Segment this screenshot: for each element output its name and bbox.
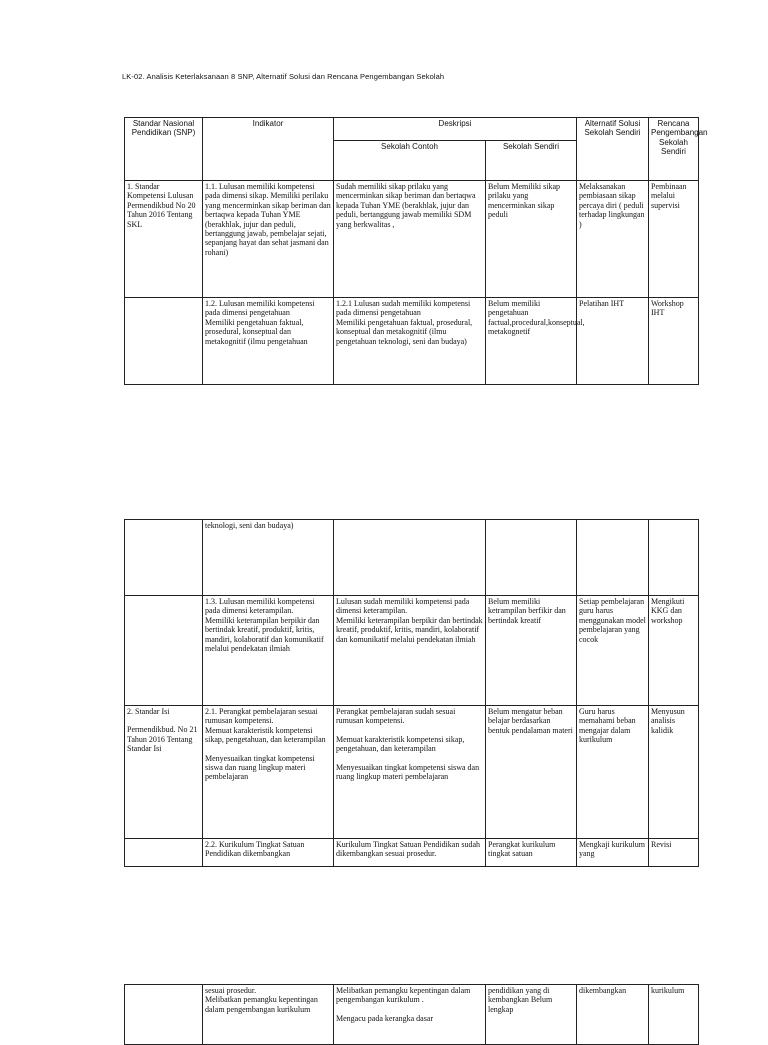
indikator-detail: Memuat karakteristik kompetensi sikap, pengetahuan, dan keterampilan: [205, 725, 326, 745]
alternatif-cell: Melaksanakan pembiasaan sikap percaya diri ( peduli terhadap lingkungan ): [577, 181, 649, 298]
indikator-detail: Memiliki pengetahuan faktual, prosedural, konseptual dan metakognitif (ilmu pengetahuan: [205, 317, 308, 346]
alternatif-cell: Pelatihan IHT: [577, 298, 649, 385]
contoh-detail: Memiliki pengetahuan faktual, prosedural, konseptual dan metakognitif (ilmu pengetahuan teknologi, seni dan budaya): [336, 317, 473, 346]
contoh-heading: Melibatkan pemangku kepentingan dalam pengembangan kurikulum .: [336, 986, 471, 1005]
document-title: LK-02. Analisis Keterlaksanaan 8 SNP, Alternatif Solusi dan Rencana Pengembangan Sekolah: [122, 72, 445, 81]
sekolah-sendiri-cell: Belum Memiliki sikap prilaku yang mencerminkan sikap peduli: [486, 181, 577, 298]
indikator-cell: [203, 298, 334, 385]
rencana-cell-empty: [649, 520, 699, 596]
indikator-cell: [203, 985, 334, 1045]
rencana-cell: Mengikuti KKG dan workshop: [649, 596, 699, 706]
indikator-detail-2: Menyesuaikan tingkat kompetensi siswa dan ruang lingkup materi pembelajaran: [205, 753, 315, 782]
header-indikator: Indikator: [203, 118, 334, 181]
indikator-cell: 1.1. Lulusan memiliki kompetensi pada dimensi sikap. Memiliki perilaku yang mencerminkan sikap beriman dan bertaqwa kepada Tuhan YME (berakhlak, jujur dan peduli, bertanggung jawab, pembelajar sejati, sepanjang hayat dan sehat jasmani dan rohani): [203, 181, 334, 298]
contoh-detail-2: Menyesuaikan tingkat kompetensi siswa dan ruang lingkup materi pembelajaran: [336, 762, 480, 782]
indikator-cell: [203, 596, 334, 706]
rencana-cell: kurikulum: [649, 985, 699, 1045]
indikator-heading: sesuai prosedur.: [205, 986, 257, 995]
sekolah-contoh-cell: [334, 298, 486, 385]
snp-cell-empty: [125, 298, 203, 385]
snp-cell-empty: [125, 596, 203, 706]
header-rencana: Rencana Pengembangan Sekolah Sendiri: [649, 118, 699, 181]
sekolah-contoh-cell: [334, 596, 486, 706]
sekolah-sendiri-cell: Belum mengatur beban belajar berdasarkan bentuk pendalaman materi: [486, 706, 577, 839]
snp-cell-empty: [125, 520, 203, 596]
snp-cell-empty: [125, 839, 203, 867]
rencana-cell: Revisi: [649, 839, 699, 867]
contoh-detail: Memuat karakteristik kompetensi sikap, pengetahuan, dan keterampilan: [336, 734, 465, 754]
snp-heading: 2. Standar Isi: [127, 707, 170, 716]
snp-cell: [125, 706, 203, 839]
alternatif-cell: Setiap pembelajaran guru harus menggunakan model pembelajaran yang cocok: [577, 596, 649, 706]
header-snp: Standar Nasional Pendidikan (SNP): [125, 118, 203, 181]
header-deskripsi: Deskripsi: [334, 118, 577, 141]
snp-cell-empty: [125, 985, 203, 1045]
sekolah-sendiri-cell-empty: [486, 520, 577, 596]
contoh-heading: 1.2.1 Lulusan sudah memiliki kompetensi pada dimensi pengetahuan: [336, 299, 471, 318]
header-sekolah-sendiri: Sekolah Sendiri: [486, 141, 577, 181]
indikator-heading: 1.3. Lulusan memiliki kompetensi pada dimensi keterampilan.: [205, 597, 315, 616]
alternatif-cell: Mengkaji kurikulum yang: [577, 839, 649, 867]
snp-table-part-1: [124, 117, 708, 385]
rencana-cell: Pembinaan melalui supervisi: [649, 181, 699, 298]
indikator-heading: 1.2. Lulusan memiliki kompetensi pada dimensi pengetahuan: [205, 299, 315, 318]
alternatif-cell: dikembangkan: [577, 985, 649, 1045]
sekolah-contoh-cell: Kurikulum Tingkat Satuan Pendidikan sudah dikembangkan sesuai prosedur.: [334, 839, 486, 867]
snp-table-part-2: [124, 519, 699, 867]
alternatif-cell-empty: [577, 520, 649, 596]
sekolah-contoh-cell-empty: [334, 520, 486, 596]
indikator-cell: teknologi, seni dan budaya): [203, 520, 334, 596]
sekolah-sendiri-cell: Perangkat kurikulum tingkat satuan: [486, 839, 577, 867]
alternatif-cell: Guru harus memahami beban mengajar dalam kurikulum: [577, 706, 649, 839]
header-sekolah-contoh: Sekolah Contoh: [334, 141, 486, 181]
indikator-cell: [203, 706, 334, 839]
header-alternatif: Alternatif Solusi Sekolah Sendiri: [577, 118, 649, 181]
indikator-cell: 2.2. Kurikulum Tingkat Satuan Pendidikan dikembangkan: [203, 839, 334, 867]
contoh-heading: Lulusan sudah memiliki kompetensi pada dimensi keterampilan.: [336, 597, 470, 616]
indikator-detail: Memiliki keterampilan berpikir dan bertindak kreatif, produktif, kritis, mandiri, kolaboratif dan komunikatif melalui pendekatan ilmiah: [205, 615, 324, 654]
contoh-heading: Perangkat pembelajaran sudah sesuai rumusan kompetensi.: [336, 707, 456, 726]
sekolah-contoh-cell: [334, 985, 486, 1045]
contoh-detail: Mengacu pada kerangka dasar: [336, 1013, 434, 1023]
sekolah-sendiri-cell: pendidikan yang di kembangkan Belum lengkap: [486, 985, 577, 1045]
sekolah-contoh-cell: Sudah memiliki sikap prilaku yang mencerminkan sikap beriman dan bertaqwa kepada Tuhan YME (berakhlak, jujur dan peduli, bertanggung jawab memiliki SDM yang berkwalitas ,: [334, 181, 486, 298]
indikator-heading: 2.1. Perangkat pembelajaran sesuai rumusan kompetensi.: [205, 707, 318, 726]
snp-table-part-3: [124, 984, 699, 1045]
snp-detail: Permendikbud. No 21 Tahun 2016 Tentang Standar Isi: [127, 725, 198, 754]
indikator-detail: Melibatkan pemangku kepentingan dalam pengembangan kurikulum: [205, 995, 318, 1014]
rencana-cell: Workshop IHT: [649, 298, 699, 385]
contoh-detail: Memiliki keterampilan berpikir dan bertindak kreatif, produktif, kritis, mandiri, kolaboratif dan komunikatif melalui pendekatan ilmiah: [336, 615, 483, 644]
sekolah-sendiri-cell: Belum memiliki pengetahuan factual,procedural,konseptual, metakognetif: [486, 298, 577, 385]
sekolah-sendiri-cell: Belum memiliki ketrampilan berfikir dan bertindak kreatif: [486, 596, 577, 706]
rencana-cell: Menyusun analisis kalidik: [649, 706, 699, 839]
snp-cell: 1. Standar Kompetensi Lulusan Permendikbud No 20 Tahun 2016 Tentang SKL: [125, 181, 203, 298]
sekolah-contoh-cell: [334, 706, 486, 839]
